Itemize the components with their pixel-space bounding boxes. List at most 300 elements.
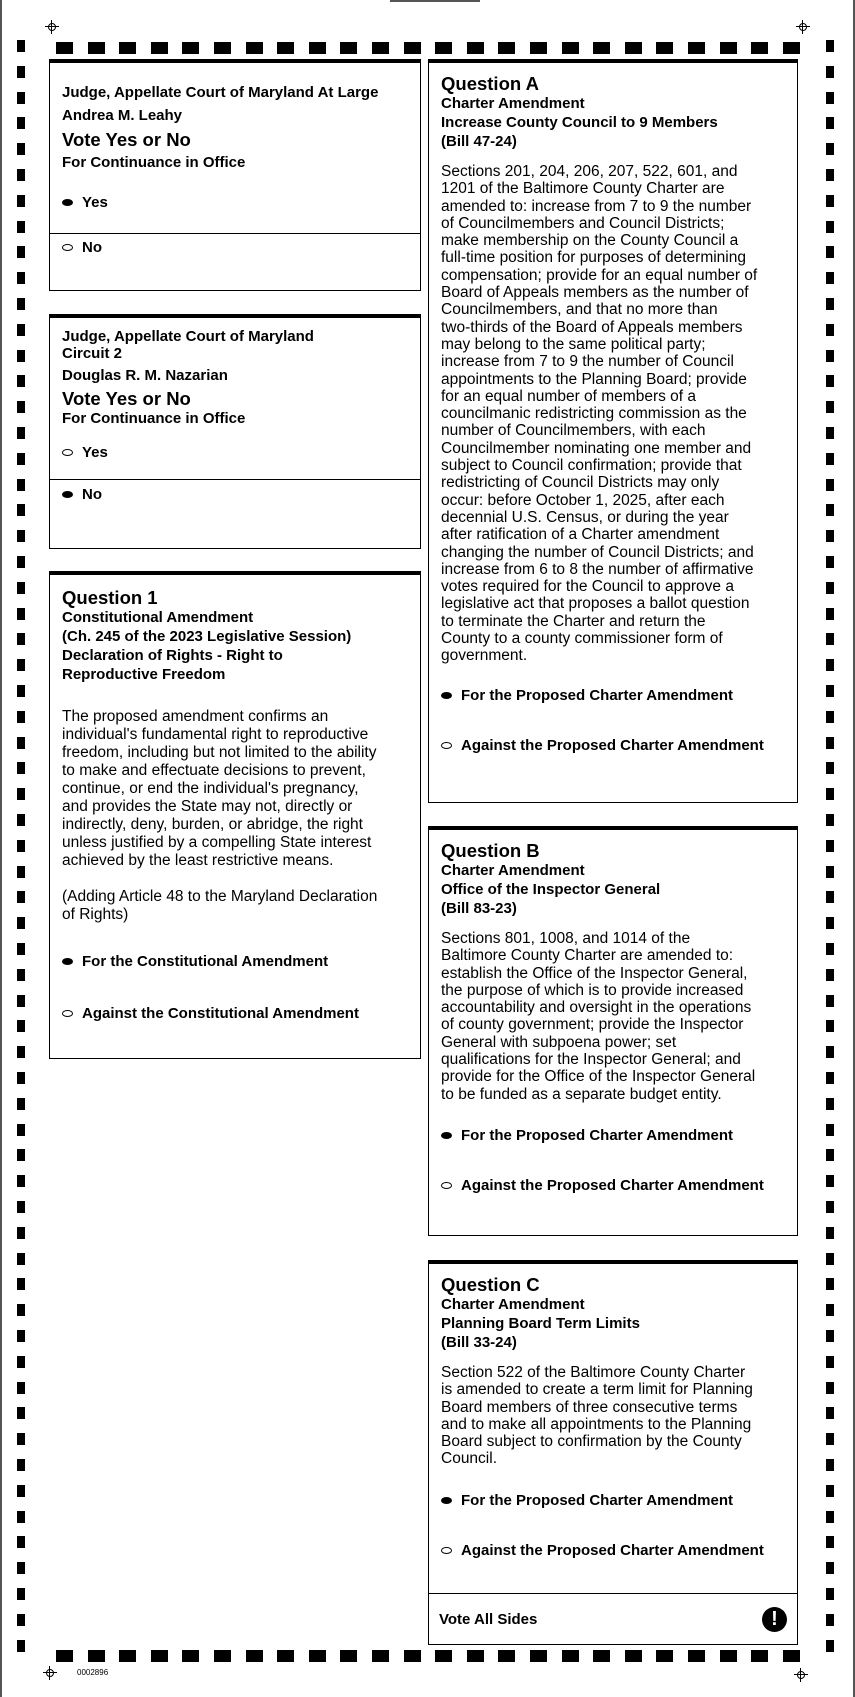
timing-mark [826,995,834,1007]
timing-mark [17,891,25,903]
timing-mark [17,1020,25,1032]
timing-mark [826,401,834,413]
timing-mark [17,711,25,723]
timing-mark [826,40,834,52]
timing-mark [17,840,25,852]
contest-title-district: Circuit 2 [62,345,123,362]
contest-question-a [428,59,798,803]
empty-oval-icon[interactable] [62,449,73,456]
timing-mark [17,1098,25,1110]
timing-mark [17,401,25,413]
timing-mark [309,42,326,54]
body-line: 1201 of the Baltimore County Charter are [441,180,725,198]
contest-judge-nazarian [49,314,421,549]
timing-marks-right [826,40,834,1660]
timing-mark [182,1650,199,1662]
body-line: Board members of three consecutive terms [441,1398,738,1416]
timing-mark [826,608,834,620]
option-no[interactable] [62,236,410,258]
contest-question-b [428,826,798,1236]
timing-mark [826,1433,834,1445]
body-line: appointments to the Planning Board; provide [441,370,747,388]
vote-instruction: Vote Yes or No [62,129,191,150]
timing-mark [562,42,579,54]
filled-oval-icon[interactable] [62,958,73,965]
body-line: Councilmember nominating one member and [441,439,752,457]
timing-mark [17,1278,25,1290]
question-body [441,1364,787,1468]
timing-mark [17,1562,25,1574]
timing-mark [17,66,25,78]
timing-mark [17,1511,25,1523]
empty-oval-icon[interactable] [441,1547,452,1554]
timing-mark [826,917,834,929]
question-type: Charter Amendment [441,862,585,879]
timing-mark [656,42,673,54]
timing-mark [17,995,25,1007]
timing-mark [498,42,515,54]
timing-mark [17,608,25,620]
timing-mark [56,1650,73,1662]
timing-mark [17,1407,25,1419]
body-line: indirectly, deny, burden, or abridge, the right [62,816,363,833]
timing-mark [17,1588,25,1600]
timing-mark [826,298,834,310]
timing-mark [277,1650,294,1662]
option-for[interactable] [441,685,787,707]
contest-question-1 [49,571,421,1059]
timing-mark [151,42,168,54]
body-line: full-time position for purposes of determining [441,249,746,267]
question-type: Charter Amendment [441,95,585,112]
question-body [441,930,787,1103]
registration-mark-icon [43,1666,57,1680]
timing-mark [17,1640,25,1652]
option-label: Against the Proposed Charter Amendment [461,1177,764,1195]
question-bill: (Bill 33-24) [441,1334,517,1351]
timing-mark [826,169,834,181]
registration-mark-icon [796,20,810,34]
contest-question-c [428,1260,798,1645]
body-line: Councilmembers, and that no more than [441,301,718,319]
question-topic: Office of the Inspector General [441,881,661,898]
option-against[interactable] [62,1002,410,1024]
timing-mark [17,221,25,233]
timing-mark [688,42,705,54]
timing-mark [467,1650,484,1662]
option-label: For the Proposed Charter Amendment [461,1492,733,1510]
timing-mark [826,1330,834,1342]
timing-mark [826,324,834,336]
timing-mark [826,633,834,645]
body-line: subject to Council confirmation; provide that [441,457,742,475]
filled-oval-icon[interactable] [441,1497,452,1504]
body-line: decennial U.S. Census, or during the year [441,508,729,526]
option-label: For the Constitutional Amendment [82,952,329,970]
timing-mark [404,1650,421,1662]
question-source: (Ch. 245 of the 2023 Legislative Session) [62,628,352,645]
empty-oval-icon[interactable] [62,244,73,251]
timing-mark [826,427,834,439]
timing-marks-left [17,40,25,1660]
question-note [62,888,410,924]
timing-mark [751,42,768,54]
timing-mark [826,556,834,568]
timing-mark [340,42,357,54]
contest-title: Judge, Appellate Court of Maryland [62,328,314,345]
contest-subtitle: For Continuance in Office [62,410,246,427]
filled-oval-icon[interactable] [62,199,73,206]
timing-mark [826,762,834,774]
question-topic: Increase County Council to 9 Members [441,114,718,131]
timing-mark [826,92,834,104]
question-type: Charter Amendment [441,1296,585,1313]
body-line: and provides the State may not, directly or [62,798,353,815]
timing-mark [530,42,547,54]
timing-mark [826,1020,834,1032]
body-line: for an equal number of members of a [441,387,697,405]
timing-mark [17,427,25,439]
exclamation-alert-icon: ! [762,1607,787,1632]
timing-mark [17,504,25,516]
body-line: accountability and oversight in the operations [441,999,752,1017]
contest-title: Judge, Appellate Court of Maryland At Large [62,84,379,101]
timing-mark [17,117,25,129]
question-bill: (Bill 83-23) [441,900,517,917]
option-label: Yes [82,193,108,211]
timing-mark [826,350,834,362]
timing-marks-top [56,42,796,54]
question-topic: Declaration of Rights - Right to [62,647,283,664]
question-heading: Question 1 [62,587,158,608]
body-line: to be funded as a separate budget entity. [441,1085,722,1103]
timing-mark [826,788,834,800]
timing-mark [17,324,25,336]
timing-mark [17,943,25,955]
body-line: to make and effectuate decisions to prevent, [62,762,366,779]
option-against[interactable] [441,1175,787,1197]
timing-mark [826,1175,834,1187]
question-topic: Planning Board Term Limits [441,1315,640,1332]
timing-mark [17,1356,25,1368]
empty-oval-icon[interactable] [441,1182,452,1189]
timing-mark [17,582,25,594]
timing-mark [530,1650,547,1662]
timing-mark [17,479,25,491]
timing-mark [751,1650,768,1662]
body-line: Board subject to confirmation by the County [441,1433,742,1451]
timing-mark [17,1304,25,1316]
timing-mark [17,169,25,181]
timing-mark [17,1614,25,1626]
timing-mark [17,633,25,645]
timing-mark [826,1304,834,1316]
timing-mark [688,1650,705,1662]
body-line: Board of Appeals members as the number of [441,284,749,302]
body-line: may belong to the same political party; [441,335,706,353]
option-for[interactable] [441,1125,787,1147]
question-bill: (Bill 47-24) [441,133,517,150]
timing-mark [17,272,25,284]
option-against[interactable] [441,1540,787,1562]
page-edge [390,0,480,2]
body-line: occur: before October 1, 2025, after each [441,491,725,509]
empty-oval-icon[interactable] [441,742,452,749]
timing-mark [826,1149,834,1161]
timing-mark [277,42,294,54]
question-body [441,163,787,665]
empty-oval-icon[interactable] [62,1010,73,1017]
timing-mark [88,42,105,54]
timing-mark [826,1407,834,1419]
timing-mark [17,40,25,52]
candidate-name: Andrea M. Leahy [62,107,183,124]
timing-mark [17,375,25,387]
contest-judge-leahy [49,59,421,291]
timing-mark [826,195,834,207]
timing-mark [17,866,25,878]
question-body [62,708,410,870]
timing-mark [17,1382,25,1394]
timing-mark [826,375,834,387]
timing-mark [17,1124,25,1136]
timing-mark [372,1650,389,1662]
timing-mark [119,1650,136,1662]
candidate-name: Douglas R. M. Nazarian [62,367,228,384]
question-type: Constitutional Amendment [62,609,254,626]
question-topic-cont: Reproductive Freedom [62,666,226,683]
body-line: unless justified by a compelling State interest [62,834,372,851]
body-line: achieved by the least restrictive means. [62,852,334,869]
body-line: redistricting of Council Districts may only [441,474,720,492]
timing-mark [826,1485,834,1497]
timing-mark [826,1640,834,1652]
timing-mark [826,1072,834,1084]
timing-mark [826,891,834,903]
timing-mark [17,298,25,310]
body-line: compensation; provide for an equal number of [441,266,758,284]
timing-mark [17,1253,25,1265]
body-line: to terminate the Charter and return the [441,612,706,630]
timing-mark [826,1614,834,1626]
timing-mark [826,1201,834,1213]
body-line: General with subpoena power; set [441,1033,677,1051]
timing-mark [435,1650,452,1662]
question-heading: Question C [441,1274,540,1295]
timing-mark [625,42,642,54]
question-heading: Question B [441,840,540,861]
timing-mark [17,737,25,749]
timing-mark [826,221,834,233]
timing-mark [17,1227,25,1239]
body-line: councilmanic redistricting commission as the [441,405,747,423]
contest-subtitle: For Continuance in Office [62,154,246,171]
timing-mark [826,479,834,491]
timing-mark [372,42,389,54]
timing-mark [340,1650,357,1662]
timing-mark [17,453,25,465]
timing-mark [17,685,25,697]
ballot-serial-number: 0002896 [77,1668,109,1677]
timing-mark [826,659,834,671]
timing-mark [783,1650,800,1662]
body-line: The proposed amendment confirms an [62,708,329,725]
timing-mark [826,453,834,465]
body-line: make membership on the County Council a [441,232,739,250]
timing-mark [826,840,834,852]
timing-mark [826,1459,834,1471]
option-for[interactable] [441,1490,787,1512]
timing-mark [17,1046,25,1058]
vote-instruction: Vote Yes or No [62,388,191,409]
option-label: Against the Constitutional Amendment [82,1004,359,1022]
body-line: qualifications for the Inspector General; and [441,1051,741,1069]
timing-mark [720,1650,737,1662]
option-label: For the Proposed Charter Amendment [461,687,733,705]
timing-mark [17,1072,25,1084]
timing-mark [826,1356,834,1368]
timing-mark [404,42,421,54]
timing-mark [17,1149,25,1161]
body-line: establish the Office of the Inspector General, [441,964,748,982]
registration-mark-icon [45,20,59,34]
timing-mark [119,42,136,54]
timing-mark [17,814,25,826]
timing-mark [17,1330,25,1342]
filled-oval-icon[interactable] [441,692,452,699]
timing-mark [826,1098,834,1110]
body-line: two-thirds of the Board of Appeals members [441,318,743,336]
body-line: individual's fundamental right to reproductive [62,726,369,743]
timing-mark [826,1227,834,1239]
timing-mark [720,42,737,54]
option-label: No [82,238,102,256]
timing-mark [246,1650,263,1662]
timing-mark [182,42,199,54]
timing-mark [826,1536,834,1548]
timing-mark [467,42,484,54]
body-line: of Rights) [62,906,129,923]
timing-mark [656,1650,673,1662]
option-yes[interactable] [62,441,410,463]
body-line: after ratification of a Charter amendment [441,526,720,544]
timing-mark [826,272,834,284]
body-line: changing the number of Council Districts; and [441,543,754,561]
option-label: Against the Proposed Charter Amendment [461,1542,764,1560]
timing-mark [826,685,834,697]
body-line: government. [441,647,528,665]
body-line: Council. [441,1450,497,1468]
body-line: increase from 7 to 9 the number of Council [441,353,734,371]
timing-mark [17,969,25,981]
option-label: No [82,485,102,503]
timing-mark [435,42,452,54]
body-line: increase from 6 to 8 the number of affirmative [441,560,754,578]
timing-mark [17,530,25,542]
body-line: (Adding Article 48 to the Maryland Declaration [62,888,378,905]
timing-mark [17,1433,25,1445]
timing-marks-bottom [56,1650,796,1662]
timing-mark [826,246,834,258]
timing-mark [826,582,834,594]
body-line: and to make all appointments to the Planning [441,1415,752,1433]
timing-mark [17,762,25,774]
timing-mark [826,143,834,155]
option-no[interactable] [62,483,410,505]
timing-mark [246,42,263,54]
timing-mark [56,42,73,54]
timing-mark [17,1175,25,1187]
timing-mark [214,42,231,54]
timing-mark [151,1650,168,1662]
body-line: votes required for the Council to approve a [441,578,734,596]
option-for[interactable] [62,950,410,972]
timing-mark [17,788,25,800]
body-line: of Councilmembers and Council Districts; [441,214,725,232]
timing-mark [309,1650,326,1662]
option-label: Against the Proposed Charter Amendment [461,737,764,755]
timing-mark [17,659,25,671]
timing-mark [826,1562,834,1574]
timing-mark [826,1511,834,1523]
timing-mark [826,969,834,981]
vote-all-sides-label: Vote All Sides [439,1610,538,1628]
timing-mark [17,246,25,258]
timing-mark [826,1253,834,1265]
option-against[interactable] [441,735,787,757]
timing-mark [17,1536,25,1548]
timing-mark [17,1201,25,1213]
option-label: Yes [82,443,108,461]
body-line: is amended to create a term limit for Planning [441,1381,753,1399]
body-line: provide for the Office of the Inspector General [441,1068,756,1086]
timing-mark [17,1485,25,1497]
body-line: Sections 801, 1008, and 1014 of the [441,930,691,947]
filled-oval-icon[interactable] [62,491,73,498]
timing-mark [826,737,834,749]
timing-mark [826,530,834,542]
timing-mark [17,350,25,362]
timing-mark [826,814,834,826]
timing-mark [625,1650,642,1662]
body-line: County to a county commissioner form of [441,630,723,648]
option-yes[interactable] [62,191,410,213]
filled-oval-icon[interactable] [441,1132,452,1139]
timing-mark [17,917,25,929]
timing-mark [17,143,25,155]
body-line: legislative act that proposes a ballot question [441,595,750,613]
page-edge [0,0,2,1697]
timing-mark [17,195,25,207]
timing-mark [826,504,834,516]
registration-mark-icon [794,1668,808,1682]
timing-mark [826,711,834,723]
body-line: amended to: increase from 7 to 9 the number [441,197,752,215]
timing-mark [88,1650,105,1662]
timing-mark [826,943,834,955]
timing-mark [783,42,800,54]
body-line: freedom, including but not limited to the ability [62,744,377,761]
timing-mark [17,556,25,568]
question-heading: Question A [441,73,539,94]
body-line: number of Councilmembers, with each [441,422,706,440]
timing-mark [826,866,834,878]
timing-mark [17,92,25,104]
timing-mark [826,117,834,129]
option-label: For the Proposed Charter Amendment [461,1127,733,1145]
timing-mark [214,1650,231,1662]
vote-all-sides-footer [429,1594,797,1644]
